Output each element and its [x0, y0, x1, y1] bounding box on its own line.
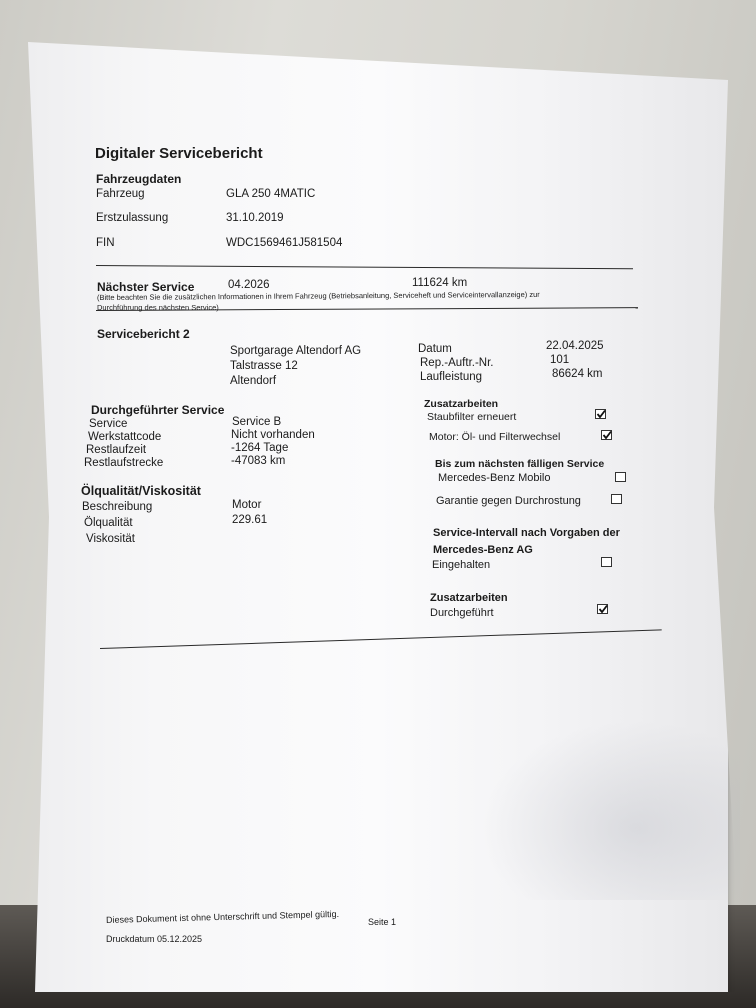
- validity-note: Dieses Dokument ist ohne Unterschrift und Stempel gültig.: [105, 908, 340, 925]
- remaining-distance-label: Restlaufstrecke: [84, 457, 164, 469]
- oil-heading: Ölqualität/Viskosität: [81, 484, 201, 498]
- next-service-date: 04.2026: [228, 279, 270, 291]
- paper-shadow: [480, 720, 740, 900]
- page-number: Seite 1: [368, 917, 397, 927]
- remaining-time-label: Restlaufzeit: [86, 444, 147, 456]
- workshop-code-label: Werkstattcode: [88, 431, 162, 443]
- date-label: Datum: [418, 343, 452, 355]
- oil-quality-label: Ölqualität: [84, 517, 133, 529]
- rust-warranty-label: Garantie gegen Durchrostung: [436, 495, 581, 507]
- workshop-code-value: Nicht vorhanden: [231, 429, 315, 441]
- order-number-label: Rep.-Auftr.-Nr.: [420, 357, 494, 369]
- until-next-heading: Bis zum nächsten fälligen Service: [435, 458, 605, 470]
- oil-quality-value: 229.61: [232, 514, 268, 526]
- vin-label: FIN: [96, 237, 115, 249]
- registration-value: 31.10.2019: [226, 212, 284, 224]
- dust-filter-checkbox[interactable]: [595, 409, 606, 419]
- interval-heading: Service-Intervall nach Vorgaben der: [433, 527, 620, 539]
- workshop-city: Altendorf: [230, 375, 277, 387]
- extra-work2-heading: Zusatzarbeiten: [430, 592, 508, 604]
- next-service-mileage: 111624 km: [412, 277, 468, 289]
- vehicle-heading: Fahrzeugdaten: [96, 172, 182, 186]
- performed-label: Durchgeführt: [430, 607, 494, 619]
- oil-change-checkbox[interactable]: [601, 430, 612, 440]
- mileage-label: Laufleistung: [420, 371, 483, 383]
- vehicle-value: GLA 250 4MATIC: [226, 188, 316, 200]
- check-icon: [598, 604, 608, 614]
- report-heading: Servicebericht 2: [97, 327, 190, 341]
- vehicle-label: Fahrzeug: [96, 188, 145, 200]
- check-icon: [602, 430, 612, 440]
- service-value: Service B: [232, 416, 282, 428]
- oil-description-value: Motor: [232, 499, 262, 511]
- mobilo-label: Mercedes-Benz Mobilo: [438, 472, 551, 484]
- next-service-note-cont: Durchführung des nächsten Service): [97, 303, 219, 312]
- mobilo-checkbox[interactable]: [615, 472, 626, 482]
- rust-warranty-checkbox[interactable]: [611, 494, 622, 504]
- remaining-distance-value: -47083 km: [231, 455, 286, 467]
- mileage-value: 86624 km: [552, 368, 603, 380]
- next-service-label: Nächster Service: [97, 280, 195, 294]
- remaining-time-value: -1264 Tage: [231, 442, 289, 454]
- kept-checkbox[interactable]: [601, 557, 612, 567]
- interval-heading-cont: Mercedes-Benz AG: [433, 544, 533, 556]
- viscosity-label: Viskosität: [86, 533, 136, 545]
- dust-filter-label: Staubfilter erneuert: [427, 411, 517, 423]
- performed-checkbox[interactable]: [597, 604, 608, 614]
- check-icon: [596, 409, 606, 419]
- vin-value: WDC1569461J581504: [226, 237, 343, 249]
- oil-change-label: Motor: Öl- und Filterwechsel: [429, 431, 561, 443]
- order-number-value: 101: [550, 354, 570, 366]
- kept-label: Eingehalten: [432, 559, 491, 571]
- service-label: Service: [89, 418, 128, 430]
- oil-description-label: Beschreibung: [82, 501, 153, 513]
- document-title: Digitaler Servicebericht: [95, 145, 263, 162]
- registration-label: Erstzulassung: [96, 212, 169, 224]
- next-service-note: (Bitte beachten Sie die zusätzlichen Informationen in Ihrem Fahrzeug (Betriebsanleitung, Serviceheft und Serviceintervallanzeige) zur: [96, 289, 540, 302]
- date-value: 22.04.2025: [546, 340, 604, 352]
- workshop-name: Sportgarage Altendorf AG: [230, 345, 362, 357]
- service-heading: Durchgeführter Service: [91, 403, 225, 417]
- workshop-street: Talstrasse 12: [230, 360, 298, 372]
- print-date: Druckdatum 05.12.2025: [106, 934, 203, 944]
- extra-work-heading: Zusatzarbeiten: [424, 398, 499, 410]
